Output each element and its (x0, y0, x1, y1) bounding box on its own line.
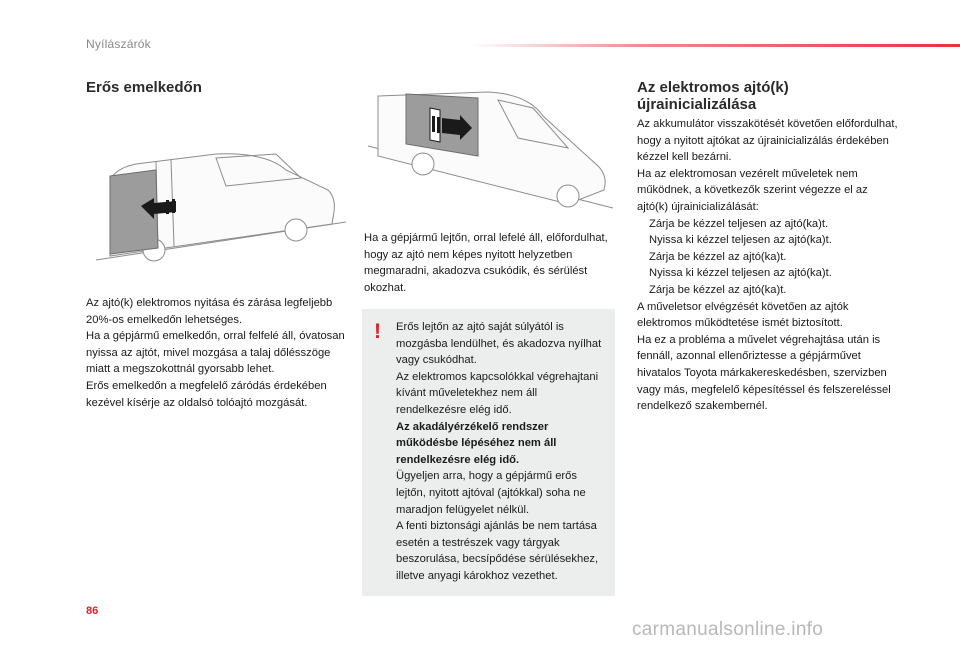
paragraph: Ha ez a probléma a művelet végrehajtása után is fennáll, azonnal ellenőriztesse a gépjárművet hivatalos Toyota márkakereskedésben, szervizben vagy más, megfelelő képesítéssel és felszereléssel rendelkező szakembernél. (637, 333, 891, 413)
van-uphill-illustration (96, 150, 346, 270)
step-item (637, 249, 899, 266)
paragraph: Erős emelkedőn a megfelelő záródás érdekében kezével kísérje az oldalsó tolóajtó mozgását. (86, 379, 327, 409)
warning-line: Erős lejtőn az ajtó saját súlyától is mozgásba lendülhet, és akadozva nyílhat vagy csukódhat. (396, 321, 602, 367)
warning-line-emphasis: Az akadályérzékelő rendszer működésbe lépéséhez nem áll rendelkezésre elég idő. (396, 420, 557, 466)
step-label: Zárja be kézzel az ajtó(ka)t. (649, 283, 787, 296)
header-accent-bar (470, 44, 960, 47)
step-item (637, 282, 899, 299)
step-item (637, 265, 899, 282)
step-label: Zárja be kézzel teljesen az ajtó(ka)t. (649, 217, 829, 230)
warning-line: Az elektromos kapcsolókkal végrehajtani kívánt műveletekhez nem áll rendelkezésre elég idő. (396, 370, 599, 416)
paragraph: Ha a gépjármű emelkedőn, orral felfelé áll, óvatosan nyissa az ajtót, mivel mozgása a talaj dőlésszöge miatt a megszokottnál gyorsabb lehet. (86, 330, 345, 376)
reinit-text (637, 116, 899, 415)
step-item (637, 232, 899, 249)
paragraph: Az akkumulátor visszakötését követően előfordulhat, hogy a nyitott ajtókat az újrainicializálás érdekében kézzel kell bezárni. (637, 118, 898, 164)
paragraph: Ha az elektromosan vezérelt műveletek nem működnek, a következők szerint végezze el az ajtó(k) újrainicializálását: (637, 167, 868, 213)
heading-reinit: Az elektromos ajtó(k) újrainicializálása (637, 79, 789, 113)
warning-line: Ügyeljen arra, hogy a gépjármű erős lejtőn, nyitott ajtóval (ajtókkal) soha ne maradjon felügyelet nélkül. (396, 470, 586, 516)
warning-icon: ! (374, 320, 381, 343)
uphill-text (86, 295, 348, 411)
warning-line: A fenti biztonsági ajánlás be nem tartása esetén a testrészek vagy tárgyak beszorulása, becsípődése sérülésekhez, illetve anyagi károkhoz vezethet. (396, 520, 599, 582)
warning-box (362, 309, 615, 596)
van-downhill-illustration (368, 86, 613, 211)
watermark: carmanualsonline.info (632, 619, 824, 640)
section-title: Nyílászárók (86, 37, 151, 51)
step-label: Nyissa ki kézzel teljesen az ajtó(ka)t. (649, 234, 832, 247)
step-label: Zárja be kézzel az ajtó(ka)t. (649, 250, 787, 263)
heading-uphill: Erős emelkedőn (86, 79, 202, 96)
paragraph: Ha a gépjármű lejtőn, orral lefelé áll, előfordulhat, hogy az ajtó nem képes nyitott helyzetben megmaradni, akadozva csukódik, és sérülést okozhat. (364, 232, 608, 294)
paragraph: Az ajtó(k) elektromos nyitása és zárása legfeljebb 20%-os emelkedőn lehetséges. (86, 297, 333, 326)
warning-text (396, 319, 604, 585)
step-label: Nyissa ki kézzel teljesen az ajtó(ka)t. (649, 267, 832, 280)
paragraph: A műveletsor elvégzését követően az ajtók elektromos működtetése ismét biztosított. (637, 300, 849, 330)
step-item (637, 216, 899, 233)
page-number: 86 (86, 605, 99, 617)
downhill-text (364, 230, 612, 296)
